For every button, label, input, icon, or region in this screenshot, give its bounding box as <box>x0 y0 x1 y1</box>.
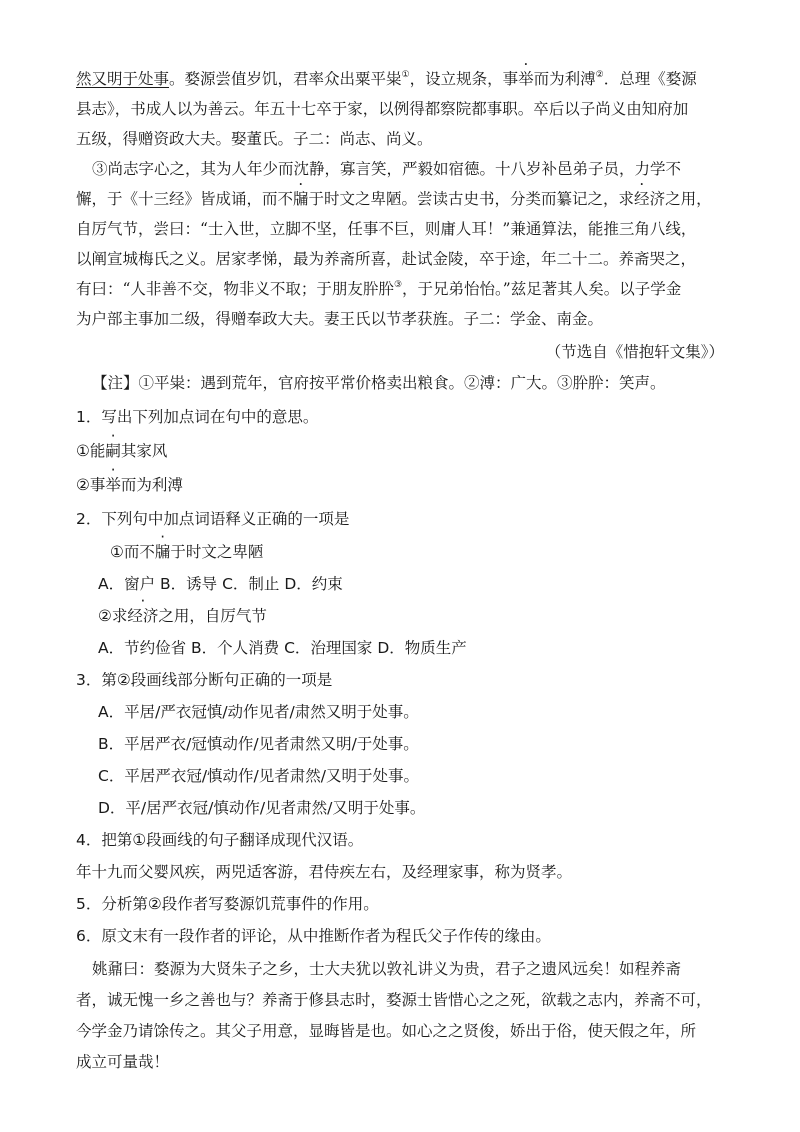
passage-line: 有曰：“人非善不交，物非义不取；于朋友肸肸③，于兄弟怡怡。”兹足著其人矣。以子学金 <box>76 280 682 298</box>
passage-line: 县志》，书成人以为善云。年五十七卒于家，以例得都察院都事职。卒后以子尚义由知府加 <box>76 100 689 118</box>
question-1: 1．写出下列加点词在句中的意思。 <box>76 408 319 426</box>
question-2-item-a: ①而不牖于时文之卑陋 <box>110 543 264 561</box>
question-4: 4．把第①段画线的句子翻译成现代汉语。 <box>76 831 364 849</box>
passage-line: 以阐宣城梅氏之义。居家孝悌，最为养斋所喜，赴试金陵，卒于途，年二十二。养斋哭之， <box>76 250 697 268</box>
dotted-word: 举 <box>105 476 121 494</box>
question-1-item-a: ①能嗣其家风 <box>76 442 168 460</box>
question-2-item-b: ②求经济之用，自厉气节 <box>98 607 267 625</box>
question-6: 6．原文末有一段作者的评论，从中推断作者为程氏父子作传的缘由。 <box>76 927 551 945</box>
comment-line: 成立可量哉！ <box>76 1053 170 1071</box>
question-3-option-c: C．平居严衣冠/慎动作/见者肃然/又明于处事。 <box>98 767 419 785</box>
source-citation: （节选自《惜抱轩文集》） <box>545 343 724 361</box>
question-1-item-b: ②事举而为利溥 <box>76 476 183 494</box>
passage-line: 然又明于处事。婺源尝值岁饥，君率众出粟平粜①，设立规条，事举而为利溥②．总理《婺源 <box>76 70 697 88</box>
question-3-option-d: D．平/居严衣冠/慎动作/见者肃然/又明于处事。 <box>98 799 426 817</box>
footnotes: 【注】①平粜：遇到荒年，官府按平常价格卖出粮食。②溥：广大。③肸肸：笑声。 <box>92 374 666 392</box>
question-2-options-b: A．节约俭省 B．个人消费 C．治理国家 D．物质生产 <box>98 639 467 657</box>
question-5: 5．分析第②段作者写婺源饥荒事件的作用。 <box>76 895 379 913</box>
comment-line: 者，诚无愧一乡之善也与？养斋于修县志时，婺源士皆惜心之之死，欲载之志内，养斋不可， <box>76 991 712 1009</box>
note-mark: ② <box>595 70 604 80</box>
dotted-word: 经济 <box>127 607 159 625</box>
question-3-option-b: B．平居严衣/冠慎动作/见者肃然又明/于处事。 <box>98 735 419 753</box>
dotted-word: 经 <box>634 190 650 208</box>
passage-line: 五级，得赠资政大夫。娶董氏。子二：尚志、尚义。 <box>76 130 433 148</box>
comment-line: 姚鼐曰：婺源为大贤朱子之乡，士大夫犹以敦礼讲义为贵，君子之遗风远矣！如程养斋 <box>92 960 682 978</box>
passage-line: ③尚志字心之，其为人年少而沈静，寡言笑，严毅如宿德。十八岁补邑弟子员，力学不 <box>92 160 682 178</box>
question-2-options-a: A．窗户 B．诱导 C．制止 D．约束 <box>98 575 343 593</box>
dotted-word: 牖 <box>293 190 309 208</box>
dotted-word: 牖 <box>154 543 171 561</box>
note-mark: ① <box>401 70 410 80</box>
passage-line: 懈，于《十三经》皆成诵，而不牖于时文之卑陋。尝读古史书，分类而纂记之，求经济之用， <box>76 190 712 208</box>
question-2: 2．下列句中加点词语释义正确的一项是 <box>76 510 350 528</box>
note-mark: ③ <box>393 280 403 290</box>
question-3: 3．第②段画线部分断句正确的一项是 <box>76 671 333 689</box>
passage-line: 自厉气节，尝曰：“士入世，立脚不坚，任事不巨，则庸人耳！”兼通算法，能推三角八线， <box>76 220 697 238</box>
dotted-word: 嗣 <box>105 442 121 460</box>
dotted-word: 举 <box>518 70 534 88</box>
question-4-text: 年十九而父婴风疾，两兕适客游，君侍疾左右，及经理家事，称为贤孝。 <box>76 863 573 881</box>
question-3-option-a: A．平居/严衣冠慎/动作见者/肃然又明于处事。 <box>98 703 419 721</box>
passage-line: 为户部主事加二级，得赠奉政大夫。妻王氏以节孝获旌。子二：学金、南金。 <box>76 310 604 328</box>
comment-line: 今学金乃请馀传之。其父子用意，显晦皆是也。如心之之贤俊，娇出于俗，使天假之年，所 <box>76 1022 697 1040</box>
underlined-sentence: 然又明于处事 <box>76 70 170 88</box>
